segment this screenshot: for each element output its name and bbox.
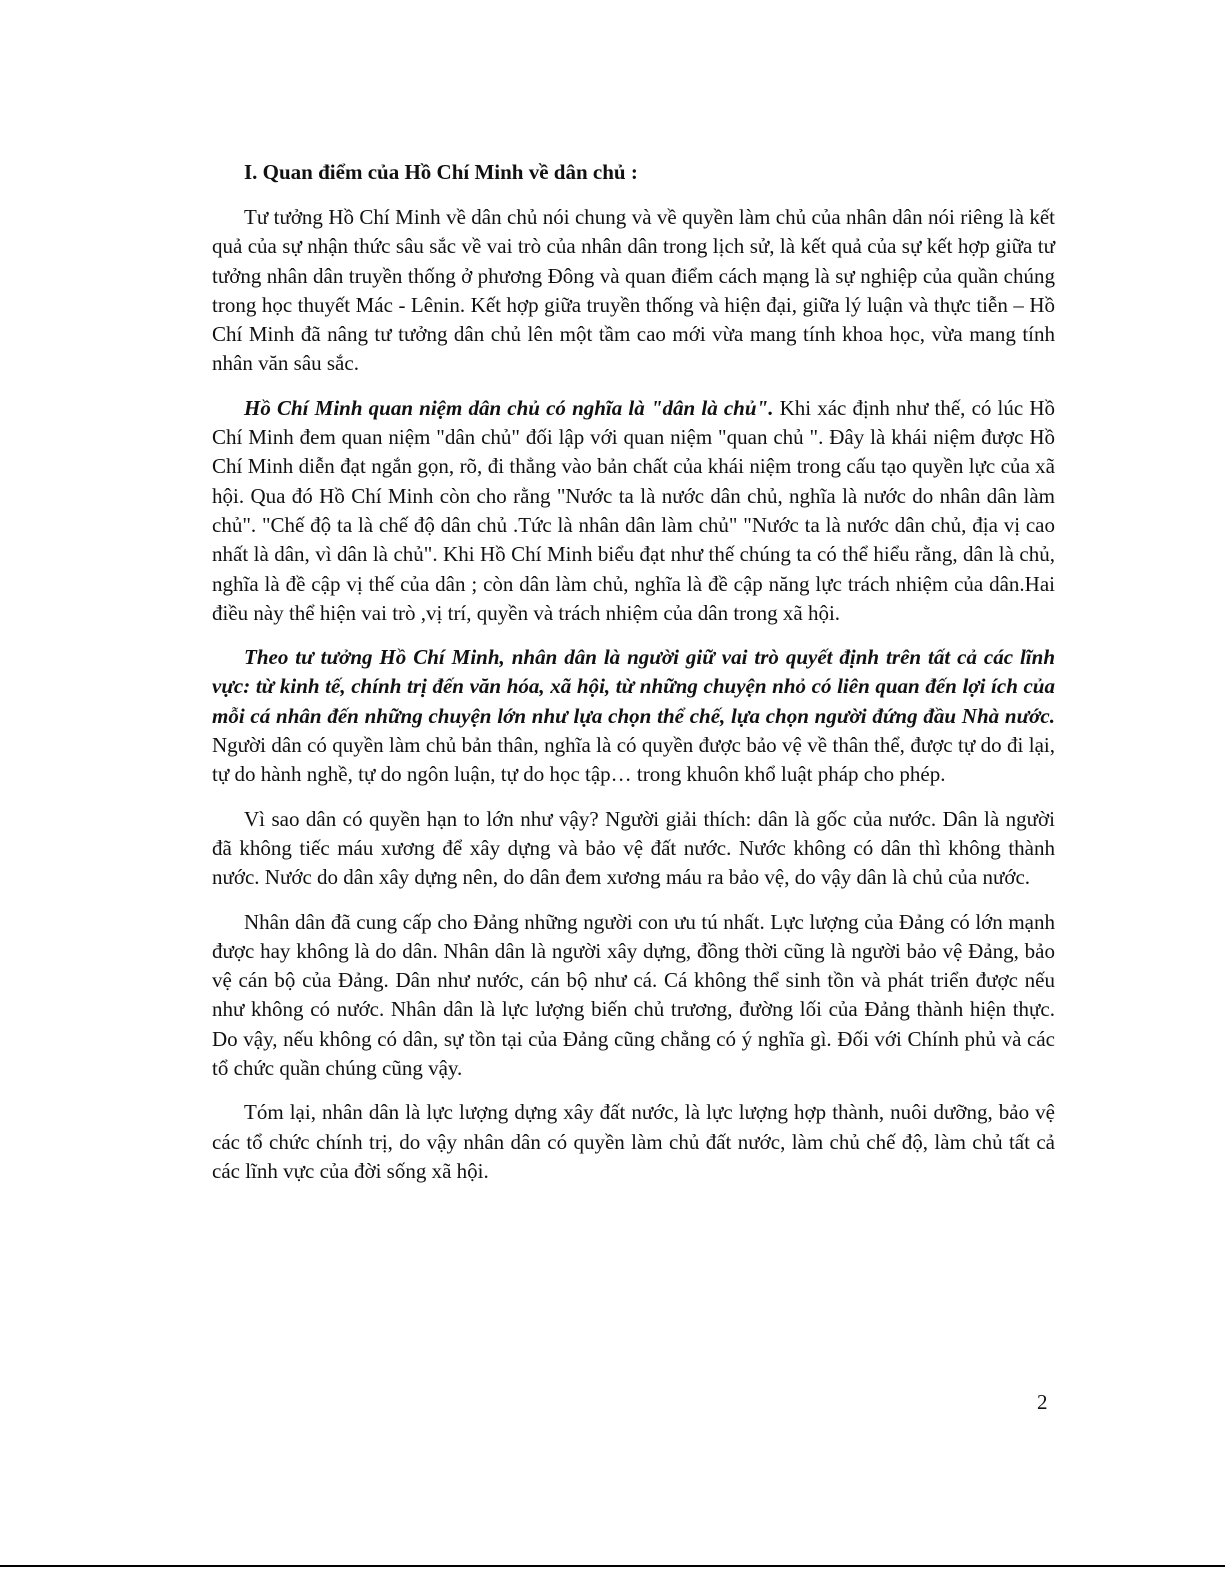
page-number: 2 — [1037, 1390, 1048, 1414]
paragraph-5-text: Nhân dân đã cung cấp cho Đảng những người con ưu tú nhất. Lực lượng của Đảng có lớn mạnh được hay không là do dân. Nhân dân là người xây dựng, đồng thời cũng là người bảo vệ Đảng, bảo vệ cán bộ của Đảng. Dân như nước, cán bộ như cá. Cá không thể sinh tồn và phát triển được nếu như không có nước. Nhân dân là lực lượng biến chủ trương, đường lối của Đảng thành hiện thực. Do vậy, nếu không có dân, sự tồn tại của Đảng cũng chẳng có ý nghĩa gì. Đối với Chính phủ và các tổ chức quần chúng cũng vậy. — [212, 909, 1055, 1081]
paragraph-5 — [212, 908, 1055, 1084]
paragraph-4 — [212, 805, 1055, 893]
paragraph-1 — [212, 203, 1055, 379]
paragraph-3-text: Người dân có quyền làm chủ bản thân, nghĩa là có quyền được bảo vệ về thân thể, được tự do đi lại, tự do hành nghề, tự do ngôn luận, tự do học tập… trong khuôn khổ luật pháp cho phép. — [212, 733, 1055, 787]
paragraph-1-text: Tư tưởng Hồ Chí Minh về dân chủ nói chung và về quyền làm chủ của nhân dân nói riêng là kết quả của sự nhận thức sâu sắc về vai trò của nhân dân trong lịch sử, là kết quả của sự kết hợp giữa tư tưởng nhân dân truyền thống ở phương Đông và quan điểm cách mạng là sự nghiệp của quần chúng trong học thuyết Mác - Lênin. Kết hợp giữa truyền thống và hiện đại, giữa lý luận và thực tiễn – Hồ Chí Minh đã nâng tư tưởng dân chủ lên một tầm cao mới vừa mang tính khoa học, vừa mang tính nhân văn sâu sắc. — [212, 205, 1055, 376]
page-content — [212, 157, 1055, 1201]
bottom-border-line — [0, 1565, 1225, 1567]
paragraph-3-lead: Theo tư tưởng Hồ Chí Minh, nhân dân là người giữ vai trò quyết định trên tất cả các lĩnh vực: từ kinh tế, chính trị đến văn hóa, xã hội, từ những chuyện nhỏ có liên quan đến lợi ích của mỗi cá nhân đến những chuyện lớn như lựa chọn thể chế, lựa chọn người đứng đầu Nhà nước. — [212, 645, 1055, 728]
paragraph-2 — [212, 394, 1055, 628]
section-heading: I. Quan điểm của Hồ Chí Minh về dân chủ : — [244, 160, 638, 184]
paragraph-3 — [212, 643, 1055, 789]
paragraph-4-text: Vì sao dân có quyền hạn to lớn như vậy? Người giải thích: dân là gốc của nước. Dân là người đã không tiếc máu xương để xây dựng và bảo vệ đất nước. Nước không có dân thì không thành nước. Nước do dân xây dựng nên, do dân đem xương máu ra bảo vệ, do vậy dân là chủ của nước. — [212, 806, 1055, 890]
paragraph-2-lead: Hồ Chí Minh quan niệm dân chủ có nghĩa là "dân là chủ". — [244, 395, 774, 420]
paragraph-6-text: Tóm lại, nhân dân là lực lượng dựng xây đất nước, là lực lượng hợp thành, nuôi dưỡng, bảo vệ các tổ chức chính trị, do vậy nhân dân có quyền làm chủ đất nước, làm chủ chế độ, làm chủ tất cả các lĩnh vực của đời sống xã hội. — [212, 1100, 1055, 1183]
paragraph-6 — [212, 1098, 1055, 1186]
paragraph-2-text: Khi xác định như thế, có lúc Hồ Chí Minh đem quan niệm "dân chủ" đối lập với quan niệm "quan chủ ". Đây là khái niệm được Hồ Chí Minh diễn đạt ngắn gọn, rõ, đi thẳng vào bản chất của khái niệm trong cấu tạo quyền lực của xã hội. Qua đó Hồ Chí Minh còn cho rằng "Nước ta là nước dân chủ, nghĩa là nước do nhân dân làm chủ". "Chế độ ta là chế độ dân chủ .Tức là nhân dân làm chủ" "Nước ta là nước dân chủ, địa vị cao nhất là dân, vì dân là chủ". Khi Hồ Chí Minh biểu đạt như thế chúng ta có thể hiểu rằng, dân là chủ, nghĩa là đề cập vị thế của dân ; còn dân làm chủ, nghĩa là đề cập năng lực trách nhiệm của dân.Hai điều này thể hiện vai trò ,vị trí, quyền và trách nhiệm của dân trong xã hội. — [212, 395, 1056, 625]
